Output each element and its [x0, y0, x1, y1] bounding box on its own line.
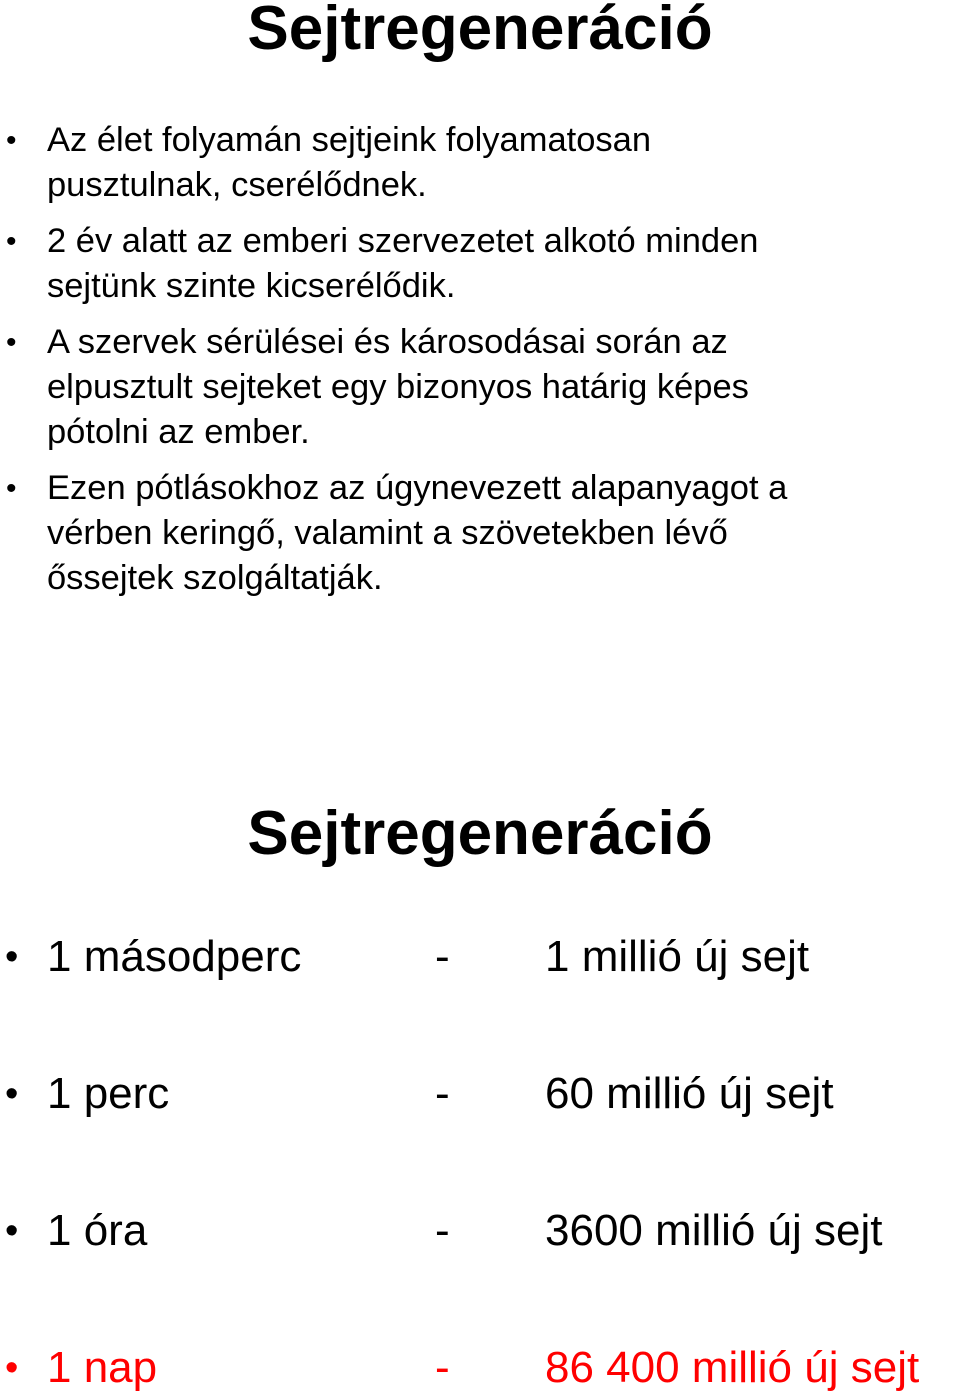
slide-title: Sejtregeneráció — [247, 0, 713, 63]
bullet-icon: • — [6, 472, 17, 505]
rate-row — [0, 927, 960, 987]
bullet-item — [0, 219, 960, 309]
rate-amount: 1 millió új sejt — [545, 932, 810, 981]
rate-amount: 86 400 millió új sejt — [545, 1343, 920, 1392]
rate-amount: 3600 millió új sejt — [545, 1206, 883, 1255]
rate-separator: - — [435, 1343, 450, 1392]
bullet-icon: • — [6, 225, 17, 258]
rate-period: 1 nap — [47, 1343, 158, 1392]
bullet-icon: • — [5, 1347, 19, 1389]
bullet-text: A szervek sérülései és károsodásai során az elpusztult sejteket egy bizonyos határig képes pótolni az ember. — [47, 323, 749, 451]
rate-period: 1 másodperc — [47, 932, 302, 981]
rate-row — [0, 1064, 960, 1124]
rate-row — [0, 1201, 960, 1261]
bullet-icon: • — [5, 936, 19, 978]
rate-period: 1 perc — [47, 1069, 170, 1118]
bullet-item — [0, 118, 960, 208]
rate-amount: 60 millió új sejt — [545, 1069, 834, 1118]
slide-title: Sejtregeneráció — [247, 799, 713, 868]
bullet-icon: • — [6, 124, 17, 157]
rate-separator: - — [435, 932, 450, 981]
bullet-icon: • — [6, 326, 17, 359]
bullet-list — [0, 118, 960, 612]
rate-row — [0, 1338, 960, 1398]
bullet-text: Az élet folyamán sejtjeink folyamatosan pusztulnak, cserélődnek. — [47, 121, 652, 204]
rate-separator: - — [435, 1206, 450, 1255]
rate-period: 1 óra — [47, 1206, 148, 1255]
rate-separator: - — [435, 1069, 450, 1118]
bullet-item — [0, 320, 960, 455]
bullet-text: 2 év alatt az emberi szervezetet alkotó minden sejtünk szinte kicserélődik. — [47, 222, 759, 305]
bullet-icon: • — [5, 1073, 19, 1115]
bullet-item — [0, 466, 960, 601]
bullet-icon: • — [5, 1210, 19, 1252]
bullet-text: Ezen pótlásokhoz az úgynevezett alapanyagot a vérben keringő, valamint a szövetekben lévő őssejtek szolgáltatják. — [47, 469, 788, 597]
